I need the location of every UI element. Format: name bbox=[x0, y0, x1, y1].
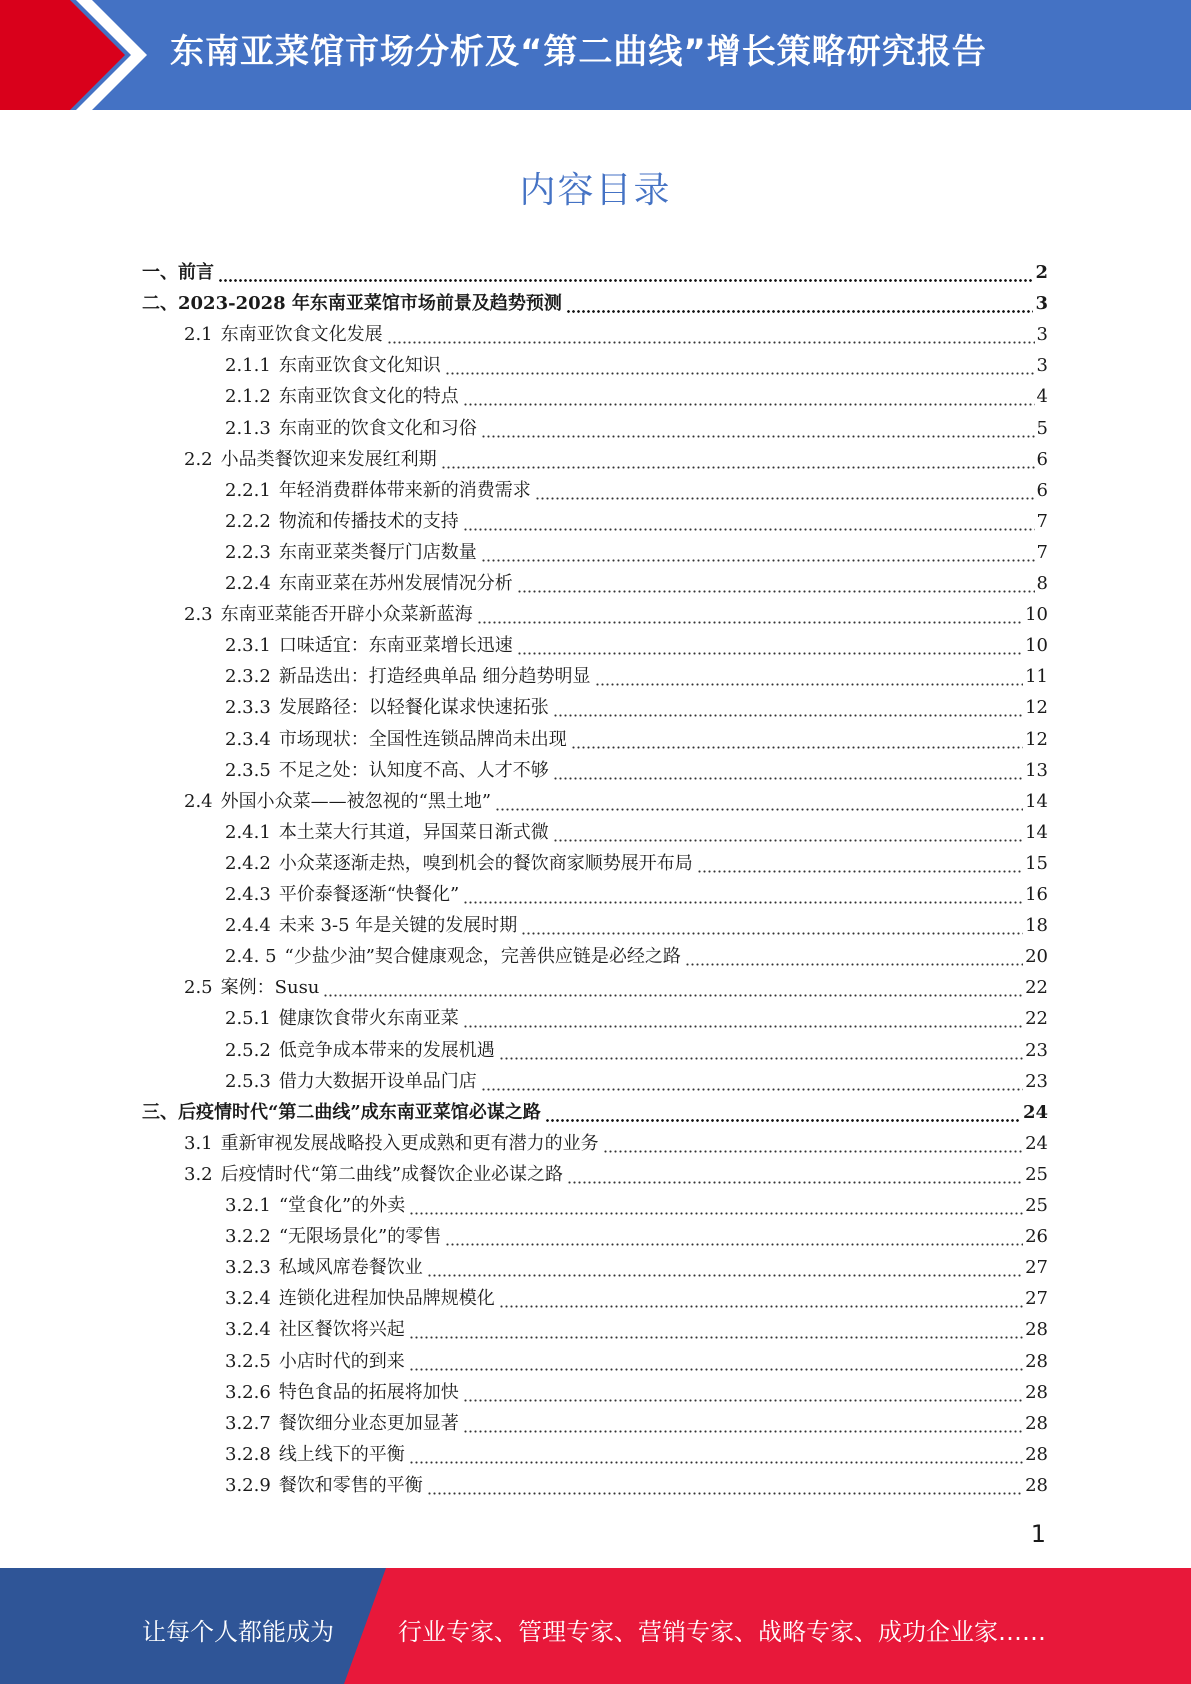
toc-entry-number: 2.3 bbox=[184, 604, 213, 626]
toc-entry-title: 私域风席卷餐饮业 bbox=[278, 1257, 423, 1279]
toc-entry-page: 23 bbox=[1025, 1070, 1048, 1092]
toc-dot-leader bbox=[499, 1044, 1023, 1062]
toc-dot-leader bbox=[553, 826, 1023, 844]
toc-entry-number: 2.2.4 bbox=[225, 573, 271, 594]
toc-entry-page: 27 bbox=[1025, 1257, 1048, 1279]
toc-dot-leader bbox=[323, 981, 1023, 999]
toc-entry-number: 2.4 bbox=[184, 790, 213, 812]
toc-dot-leader bbox=[603, 1137, 1023, 1155]
toc-entry-number: 2.3.2 bbox=[225, 666, 271, 688]
toc-entry-number: 2.2.3 bbox=[225, 541, 271, 563]
toc-entry-number: 3.1 bbox=[184, 1132, 213, 1154]
toc-entry[interactable] bbox=[225, 534, 1048, 564]
toc-dot-leader bbox=[517, 639, 1023, 657]
toc-entry-page: 27 bbox=[1025, 1288, 1048, 1310]
toc-entry-number: 2.3.3 bbox=[225, 697, 271, 719]
toc-dot-leader bbox=[595, 670, 1024, 688]
toc-entry-number: 2.4.1 bbox=[225, 821, 271, 843]
toc-entry[interactable] bbox=[225, 1280, 1048, 1310]
toc-entry[interactable] bbox=[225, 907, 1048, 937]
toc-entry[interactable] bbox=[225, 938, 1048, 968]
toc-dot-leader bbox=[409, 1448, 1023, 1466]
toc-entry-page: 22 bbox=[1025, 977, 1048, 999]
toc-entry-number: 2.5.3 bbox=[225, 1070, 271, 1092]
toc-entry-page: 14 bbox=[1025, 790, 1048, 812]
toc-entry[interactable] bbox=[225, 378, 1048, 408]
toc-entry-title: 东南亚的饮食文化和习俗 bbox=[278, 417, 477, 439]
toc-entry-page: 26 bbox=[1025, 1226, 1048, 1248]
toc-entry-title: 未来 3-5 年是关键的发展时期 bbox=[278, 915, 518, 937]
toc-entry[interactable] bbox=[142, 254, 1048, 284]
toc-dot-leader bbox=[535, 484, 1035, 502]
header-banner bbox=[0, 0, 1191, 110]
toc-entry-number: 2.4.4 bbox=[225, 915, 271, 937]
toc-entry-page: 20 bbox=[1025, 946, 1048, 968]
toc-entry-number: 3.2.5 bbox=[225, 1350, 271, 1372]
toc-entry[interactable] bbox=[225, 1467, 1048, 1497]
toc-entry-page: 28 bbox=[1025, 1474, 1048, 1496]
toc-entry[interactable] bbox=[225, 752, 1048, 782]
toc-entry[interactable] bbox=[225, 565, 1048, 595]
toc-entry-title: 前言 bbox=[178, 262, 214, 283]
toc-entry[interactable] bbox=[184, 1156, 1048, 1186]
toc-entry-number: 3.2.7 bbox=[225, 1412, 271, 1434]
toc-title: 内容目录 bbox=[519, 170, 672, 211]
toc-dot-leader bbox=[481, 546, 1035, 564]
toc-entry-page: 28 bbox=[1025, 1381, 1048, 1403]
toc-entry-page: 25 bbox=[1025, 1195, 1048, 1216]
toc-entry[interactable] bbox=[225, 503, 1048, 533]
toc-entry-title: 小品类餐饮迎来发展红利期 bbox=[220, 448, 437, 470]
toc-entry-page: 11 bbox=[1025, 666, 1048, 688]
toc-entry-title: 东南亚菜类餐厅门店数量 bbox=[278, 541, 477, 563]
toc-entry-title: 东南亚菜在苏州发展情况分析 bbox=[278, 573, 513, 594]
toc-entry[interactable] bbox=[225, 658, 1048, 688]
toc-entry[interactable] bbox=[225, 1032, 1048, 1062]
toc-entry-number: 2.1.2 bbox=[225, 386, 271, 408]
toc-dot-leader bbox=[545, 1106, 1021, 1124]
toc-entry-page: 8 bbox=[1036, 573, 1048, 594]
toc-entry[interactable] bbox=[225, 410, 1048, 440]
toc-entry-page: 18 bbox=[1025, 915, 1048, 937]
toc-dot-leader bbox=[463, 1386, 1023, 1404]
toc-entry-title: 外国小众菜——被忽视的“黑土地” bbox=[220, 790, 492, 812]
toc-entry-title: 小店时代的到来 bbox=[278, 1350, 405, 1372]
toc-entry-page: 4 bbox=[1036, 386, 1048, 408]
report-title: 东南亚菜馆市场分析及“第二曲线”增长策略研究报告 bbox=[170, 32, 987, 72]
toc-entry[interactable] bbox=[225, 1187, 1048, 1217]
toc-entry-page: 25 bbox=[1025, 1163, 1048, 1185]
toc-dot-leader bbox=[409, 1355, 1023, 1373]
toc-dot-leader bbox=[477, 608, 1023, 626]
toc-entry[interactable] bbox=[225, 721, 1048, 751]
toc-entry-number: 3.2.2 bbox=[225, 1226, 271, 1248]
toc-dot-leader bbox=[409, 1323, 1023, 1341]
toc-entry-page: 24 bbox=[1025, 1132, 1048, 1154]
toc-entry-page: 23 bbox=[1025, 1039, 1048, 1061]
toc-entry-title: 年轻消费群体带来新的消费需求 bbox=[278, 479, 531, 501]
toc-entry-number: 3.2.8 bbox=[225, 1443, 271, 1465]
toc-dot-leader bbox=[441, 453, 1035, 471]
toc-entry-page: 15 bbox=[1025, 852, 1048, 874]
toc-dot-leader bbox=[463, 390, 1035, 408]
toc-dot-leader bbox=[218, 266, 1033, 284]
toc-entry-number: 2.1.1 bbox=[225, 355, 271, 377]
toc-entry-number: 2.3.4 bbox=[225, 728, 271, 750]
toc-entry-number: 2.4.3 bbox=[225, 884, 271, 905]
toc-entry[interactable] bbox=[225, 627, 1048, 657]
toc-entry-title: 新品迭出：打造经典单品 细分趋势明显 bbox=[278, 666, 591, 688]
toc-entry[interactable] bbox=[225, 1311, 1048, 1341]
toc-dot-leader bbox=[463, 1012, 1023, 1030]
toc-entry[interactable] bbox=[184, 783, 1048, 813]
toc-entry-number: 2.3.5 bbox=[225, 759, 271, 781]
toc-entry[interactable] bbox=[225, 1374, 1048, 1404]
toc-entry[interactable] bbox=[225, 472, 1048, 502]
toc-entry[interactable] bbox=[225, 814, 1048, 844]
toc-entry-number: 2.2.1 bbox=[225, 479, 271, 501]
toc-entry-page: 12 bbox=[1025, 697, 1048, 719]
toc-entry-number: 二、 bbox=[142, 293, 178, 315]
toc-entry-title: 社区餐饮将兴起 bbox=[278, 1319, 405, 1341]
toc-entry-number: 2.1 bbox=[184, 324, 213, 346]
toc-dot-leader bbox=[427, 1261, 1023, 1279]
toc-entry[interactable] bbox=[184, 441, 1048, 471]
toc-entry-title: 不足之处：认知度不高、人才不够 bbox=[278, 759, 549, 781]
toc-dot-leader bbox=[499, 1292, 1023, 1310]
toc-entry[interactable] bbox=[225, 1218, 1048, 1248]
toc-entry-number: 3.2.6 bbox=[225, 1381, 271, 1403]
toc-entry-title: 重新审视发展战略投入更成熟和更有潜力的业务 bbox=[220, 1132, 599, 1154]
toc-entry-title: 平价泰餐逐渐“快餐化” bbox=[278, 884, 460, 905]
toc-entry-page: 6 bbox=[1036, 448, 1048, 470]
toc-entry-number: 2.2.2 bbox=[225, 510, 271, 532]
toc-dot-leader bbox=[571, 733, 1023, 751]
toc-entry[interactable] bbox=[225, 1000, 1048, 1030]
toc-entry[interactable] bbox=[225, 347, 1048, 377]
toc-dot-leader bbox=[697, 857, 1023, 875]
toc-entry-page: 10 bbox=[1025, 604, 1048, 626]
toc-entry-number: 三、 bbox=[142, 1101, 178, 1123]
toc-entry[interactable] bbox=[184, 316, 1048, 346]
toc-entry-title: 案例：Susu bbox=[220, 977, 320, 999]
toc-entry-page: 10 bbox=[1025, 635, 1048, 657]
toc-entry-number: 2.5 bbox=[184, 977, 213, 999]
toc-entry-number: 3.2.1 bbox=[225, 1195, 271, 1216]
toc-entry-title: 后疫情时代“第二曲线”成东南亚菜馆必谋之路 bbox=[178, 1101, 541, 1123]
toc-entry-page: 7 bbox=[1036, 510, 1048, 532]
toc-entry-title: 东南亚菜能否开辟小众菜新蓝海 bbox=[220, 604, 473, 626]
toc-entry-page: 12 bbox=[1025, 728, 1048, 750]
toc-entry-page: 16 bbox=[1025, 884, 1048, 905]
toc-entry[interactable] bbox=[225, 845, 1048, 875]
toc-entry-number: 2.5.1 bbox=[225, 1008, 271, 1030]
toc-entry[interactable] bbox=[225, 1343, 1048, 1373]
toc-dot-leader bbox=[553, 701, 1023, 719]
toc-dot-leader bbox=[409, 1199, 1023, 1217]
toc-entry-page: 28 bbox=[1025, 1350, 1048, 1372]
toc-entry-title: 后疫情时代“第二曲线”成餐饮企业必谋之路 bbox=[220, 1163, 564, 1185]
toc-entry-title: 东南亚饮食文化发展 bbox=[220, 324, 383, 346]
toc-entry[interactable] bbox=[225, 1249, 1048, 1279]
toc-entry[interactable] bbox=[184, 1125, 1048, 1155]
toc-entry-page: 6 bbox=[1036, 479, 1048, 501]
toc-entry[interactable] bbox=[184, 969, 1048, 999]
toc-entry[interactable] bbox=[142, 285, 1048, 315]
footer-slogan-left: 让每个人都能成为 bbox=[142, 1618, 334, 1646]
toc-entry-page: 3 bbox=[1036, 324, 1048, 346]
toc-entry[interactable] bbox=[225, 876, 1048, 906]
toc-entry-page: 13 bbox=[1025, 759, 1048, 781]
toc-entry-number: 2.2 bbox=[184, 448, 213, 470]
toc-entry[interactable] bbox=[142, 1094, 1048, 1124]
toc-entry-title: 线上线下的平衡 bbox=[278, 1443, 405, 1465]
toc-entry-page: 28 bbox=[1025, 1443, 1048, 1465]
toc-entry-page: 22 bbox=[1025, 1008, 1048, 1030]
toc-entry-title: 特色食品的拓展将加快 bbox=[278, 1381, 459, 1403]
toc-entry-number: 3.2.9 bbox=[225, 1474, 271, 1496]
toc-entry-title: 借力大数据开设单品门店 bbox=[278, 1070, 477, 1092]
toc-dot-leader bbox=[685, 950, 1023, 968]
toc-entry-title: 物流和传播技术的支持 bbox=[278, 510, 459, 532]
toc-entry-title: 餐饮细分业态更加显著 bbox=[278, 1412, 459, 1434]
toc-entry-page: 28 bbox=[1025, 1319, 1048, 1341]
toc-entry-number: 3.2.4 bbox=[225, 1288, 271, 1310]
toc-dot-leader bbox=[566, 297, 1034, 315]
toc-entry-title: 低竞争成本带来的发展机遇 bbox=[278, 1039, 495, 1061]
toc-entry-title: 餐饮和零售的平衡 bbox=[278, 1474, 423, 1496]
toc-dot-leader bbox=[427, 1479, 1023, 1497]
toc-dot-leader bbox=[387, 328, 1035, 346]
toc-entry-page: 5 bbox=[1036, 417, 1048, 439]
toc-entry-number: 3.2.3 bbox=[225, 1257, 271, 1279]
toc-entry-page: 14 bbox=[1025, 821, 1048, 843]
toc-entry-title: 连锁化进程加快品牌规模化 bbox=[278, 1288, 495, 1310]
toc-entry-title: 东南亚饮食文化知识 bbox=[278, 355, 441, 377]
toc-entry-number: 2.1.3 bbox=[225, 417, 271, 439]
toc-entry-page: 2 bbox=[1035, 262, 1048, 283]
toc-dot-leader bbox=[463, 515, 1035, 533]
toc-entry-title: “堂食化”的外卖 bbox=[278, 1195, 406, 1216]
page-number: 1 bbox=[1030, 1520, 1046, 1548]
toc-entry-title: 发展路径：以轻餐化谋求快速拓张 bbox=[278, 697, 549, 719]
toc-entry-page: 3 bbox=[1035, 293, 1048, 315]
footer-banner bbox=[0, 1568, 1191, 1684]
toc-entry-page: 28 bbox=[1025, 1412, 1048, 1434]
toc-entry-title: “少盐少油”契合健康观念，完善供应链是必经之路 bbox=[284, 946, 681, 968]
toc-entry[interactable] bbox=[225, 1436, 1048, 1466]
toc-entry-title: 东南亚饮食文化的特点 bbox=[278, 386, 459, 408]
toc-entry-title: 本土菜大行其道，异国菜日渐式微 bbox=[278, 821, 549, 843]
footer-slogan-right: 行业专家、管理专家、营销专家、战略专家、成功企业家…… bbox=[398, 1618, 1046, 1646]
toc-entry-title: 2023-2028 年东南亚菜馆市场前景及趋势预测 bbox=[178, 293, 562, 315]
toc-entry-page: 7 bbox=[1036, 541, 1048, 563]
toc-dot-leader bbox=[463, 888, 1023, 906]
toc-dot-leader bbox=[481, 422, 1035, 440]
toc-entry-title: “无限场景化”的零售 bbox=[278, 1226, 442, 1248]
toc-entry-page: 24 bbox=[1022, 1101, 1048, 1123]
toc-entry-title: 小众菜逐渐走热，嗅到机会的餐饮商家顺势展开布局 bbox=[278, 852, 693, 874]
toc-dot-leader bbox=[553, 764, 1023, 782]
header-chevron-decoration bbox=[0, 0, 160, 110]
toc-entry[interactable] bbox=[225, 689, 1048, 719]
toc-entry[interactable] bbox=[225, 1063, 1048, 1093]
toc-entry-number: 2.3.1 bbox=[225, 635, 271, 657]
toc-dot-leader bbox=[445, 1230, 1023, 1248]
toc-dot-leader bbox=[495, 795, 1023, 813]
toc-entry-number: 2.4. 5 bbox=[225, 946, 277, 968]
toc-entry-number: 2.4.2 bbox=[225, 852, 271, 874]
toc-dot-leader bbox=[481, 1075, 1023, 1093]
toc-entry[interactable] bbox=[184, 596, 1048, 626]
toc-entry-number: 3.2 bbox=[184, 1163, 213, 1185]
toc-entry-page: 3 bbox=[1036, 355, 1048, 377]
toc-entry[interactable] bbox=[225, 1405, 1048, 1435]
toc-entry-title: 口味适宜：东南亚菜增长迅速 bbox=[278, 635, 513, 657]
toc-entry-title: 市场现状：全国性连锁品牌尚未出现 bbox=[278, 728, 567, 750]
toc-entry-number: 3.2.4 bbox=[225, 1319, 271, 1341]
toc-entry-title: 健康饮食带火东南亚菜 bbox=[278, 1008, 459, 1030]
toc-dot-leader bbox=[463, 1417, 1023, 1435]
toc-entry-number: 一、 bbox=[142, 262, 178, 283]
toc-dot-leader bbox=[445, 359, 1035, 377]
toc-dot-leader bbox=[521, 919, 1023, 937]
toc-dot-leader bbox=[517, 577, 1035, 595]
toc-dot-leader bbox=[567, 1168, 1023, 1186]
toc-entry-number: 2.5.2 bbox=[225, 1039, 271, 1061]
